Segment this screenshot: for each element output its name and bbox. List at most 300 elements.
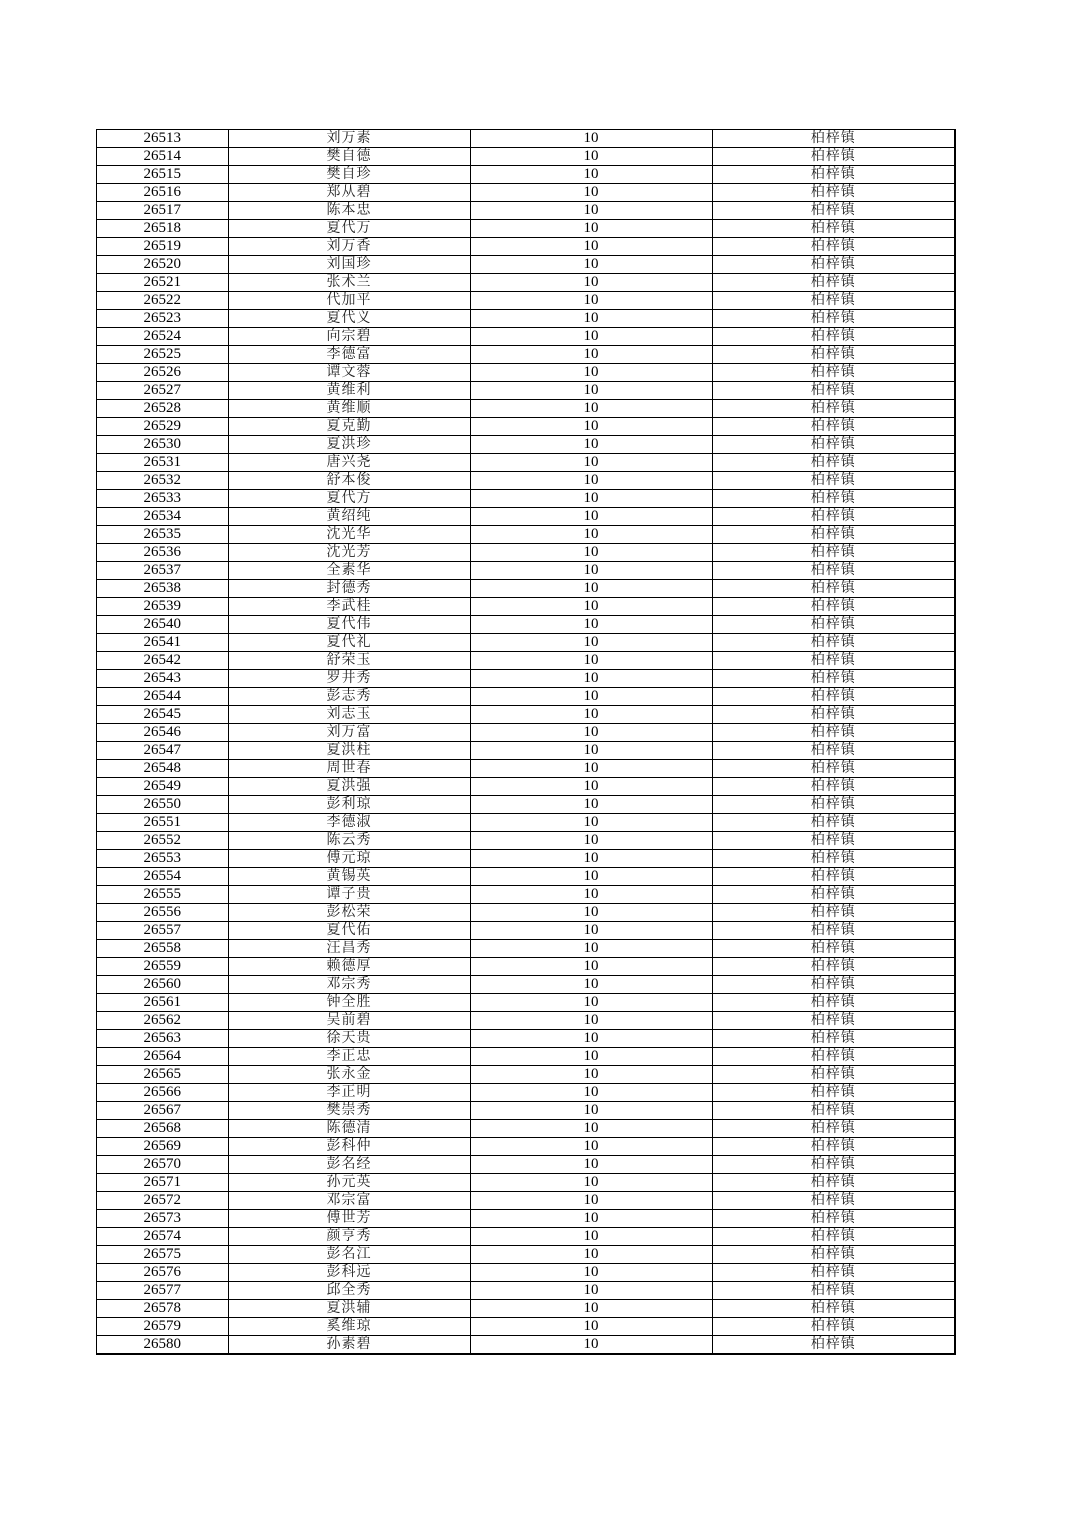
row-id-cell: 26557	[97, 922, 228, 940]
row-id-cell: 26522	[97, 292, 228, 310]
amount-cell: 10	[470, 652, 712, 670]
amount-cell: 10	[470, 1192, 712, 1210]
town-cell: 柏梓镇	[712, 994, 954, 1012]
row-id-cell: 26537	[97, 562, 228, 580]
person-name-cell: 吴前碧	[228, 1012, 470, 1030]
town-cell: 柏梓镇	[712, 850, 954, 868]
town-cell: 柏梓镇	[712, 796, 954, 814]
town-cell: 柏梓镇	[712, 148, 954, 166]
table-row	[97, 346, 954, 364]
table-row	[97, 994, 954, 1012]
amount-cell: 10	[470, 148, 712, 166]
town-cell: 柏梓镇	[712, 490, 954, 508]
person-name-cell: 钟全胜	[228, 994, 470, 1012]
amount-cell: 10	[470, 544, 712, 562]
table-row	[97, 958, 954, 976]
amount-cell: 10	[470, 1300, 712, 1318]
person-name-cell: 彭利琼	[228, 796, 470, 814]
town-cell: 柏梓镇	[712, 184, 954, 202]
town-cell: 柏梓镇	[712, 1210, 954, 1228]
table-row	[97, 1120, 954, 1138]
person-name-cell: 彭科远	[228, 1264, 470, 1282]
row-id-cell: 26576	[97, 1264, 228, 1282]
table-row	[97, 886, 954, 904]
amount-cell: 10	[470, 400, 712, 418]
town-cell: 柏梓镇	[712, 1300, 954, 1318]
amount-cell: 10	[470, 418, 712, 436]
person-name-cell: 夏代佑	[228, 922, 470, 940]
person-name-cell: 沈光华	[228, 526, 470, 544]
table-row	[97, 1300, 954, 1318]
amount-cell: 10	[470, 526, 712, 544]
row-id-cell: 26542	[97, 652, 228, 670]
town-cell: 柏梓镇	[712, 688, 954, 706]
person-name-cell: 李武桂	[228, 598, 470, 616]
person-name-cell: 舒荣玉	[228, 652, 470, 670]
amount-cell: 10	[470, 490, 712, 508]
amount-cell: 10	[470, 508, 712, 526]
amount-cell: 10	[470, 1048, 712, 1066]
town-cell: 柏梓镇	[712, 832, 954, 850]
town-cell: 柏梓镇	[712, 310, 954, 328]
amount-cell: 10	[470, 562, 712, 580]
row-id-cell: 26563	[97, 1030, 228, 1048]
table-row	[97, 706, 954, 724]
person-name-cell: 代加平	[228, 292, 470, 310]
row-id-cell: 26547	[97, 742, 228, 760]
amount-cell: 10	[470, 1030, 712, 1048]
table-row	[97, 220, 954, 238]
row-id-cell: 26562	[97, 1012, 228, 1030]
row-id-cell: 26556	[97, 904, 228, 922]
row-id-cell: 26551	[97, 814, 228, 832]
row-id-cell: 26519	[97, 238, 228, 256]
person-name-cell: 黄维顺	[228, 400, 470, 418]
row-id-cell: 26523	[97, 310, 228, 328]
person-name-cell: 李正明	[228, 1084, 470, 1102]
person-name-cell: 夏代礼	[228, 634, 470, 652]
town-cell: 柏梓镇	[712, 202, 954, 220]
person-name-cell: 向宗碧	[228, 328, 470, 346]
row-id-cell: 26525	[97, 346, 228, 364]
town-cell: 柏梓镇	[712, 292, 954, 310]
town-cell: 柏梓镇	[712, 886, 954, 904]
person-name-cell: 夏克勤	[228, 418, 470, 436]
table-row	[97, 778, 954, 796]
row-id-cell: 26559	[97, 958, 228, 976]
table-row	[97, 436, 954, 454]
amount-cell: 10	[470, 1156, 712, 1174]
table-row	[97, 544, 954, 562]
table-row	[97, 1048, 954, 1066]
amount-cell: 10	[470, 1228, 712, 1246]
amount-cell: 10	[470, 436, 712, 454]
person-name-cell: 黄维利	[228, 382, 470, 400]
row-id-cell: 26524	[97, 328, 228, 346]
town-cell: 柏梓镇	[712, 526, 954, 544]
person-name-cell: 彭科仲	[228, 1138, 470, 1156]
amount-cell: 10	[470, 346, 712, 364]
town-cell: 柏梓镇	[712, 346, 954, 364]
amount-cell: 10	[470, 1012, 712, 1030]
town-cell: 柏梓镇	[712, 130, 954, 148]
table-row	[97, 1030, 954, 1048]
table-row	[97, 238, 954, 256]
town-cell: 柏梓镇	[712, 616, 954, 634]
town-cell: 柏梓镇	[712, 166, 954, 184]
amount-cell: 10	[470, 382, 712, 400]
row-id-cell: 26579	[97, 1318, 228, 1336]
amount-cell: 10	[470, 940, 712, 958]
amount-cell: 10	[470, 472, 712, 490]
town-cell: 柏梓镇	[712, 1156, 954, 1174]
row-id-cell: 26569	[97, 1138, 228, 1156]
amount-cell: 10	[470, 706, 712, 724]
row-id-cell: 26573	[97, 1210, 228, 1228]
row-id-cell: 26552	[97, 832, 228, 850]
table-row	[97, 940, 954, 958]
person-name-cell: 彭名经	[228, 1156, 470, 1174]
town-cell: 柏梓镇	[712, 814, 954, 832]
table-row	[97, 1264, 954, 1282]
row-id-cell: 26578	[97, 1300, 228, 1318]
table-row	[97, 976, 954, 994]
person-name-cell: 周世春	[228, 760, 470, 778]
person-name-cell: 邱全秀	[228, 1282, 470, 1300]
table-row	[97, 922, 954, 940]
row-id-cell: 26572	[97, 1192, 228, 1210]
table-row	[97, 1102, 954, 1120]
amount-cell: 10	[470, 1138, 712, 1156]
town-cell: 柏梓镇	[712, 544, 954, 562]
amount-cell: 10	[470, 724, 712, 742]
amount-cell: 10	[470, 1174, 712, 1192]
person-name-cell: 黄锡英	[228, 868, 470, 886]
amount-cell: 10	[470, 832, 712, 850]
row-id-cell: 26567	[97, 1102, 228, 1120]
person-name-cell: 傅元琼	[228, 850, 470, 868]
row-id-cell: 26549	[97, 778, 228, 796]
amount-cell: 10	[470, 760, 712, 778]
person-name-cell: 陈本忠	[228, 202, 470, 220]
table-row	[97, 670, 954, 688]
row-id-cell: 26535	[97, 526, 228, 544]
row-id-cell: 26540	[97, 616, 228, 634]
town-cell: 柏梓镇	[712, 1138, 954, 1156]
row-id-cell: 26533	[97, 490, 228, 508]
town-cell: 柏梓镇	[712, 634, 954, 652]
town-cell: 柏梓镇	[712, 868, 954, 886]
person-name-cell: 夏洪珍	[228, 436, 470, 454]
row-id-cell: 26527	[97, 382, 228, 400]
row-id-cell: 26561	[97, 994, 228, 1012]
row-id-cell: 26517	[97, 202, 228, 220]
amount-cell: 10	[470, 922, 712, 940]
town-cell: 柏梓镇	[712, 274, 954, 292]
table-row	[97, 832, 954, 850]
table-row	[97, 580, 954, 598]
town-cell: 柏梓镇	[712, 760, 954, 778]
amount-cell: 10	[470, 364, 712, 382]
table-row	[97, 1336, 954, 1354]
person-name-cell: 李德富	[228, 346, 470, 364]
table-row	[97, 688, 954, 706]
town-cell: 柏梓镇	[810, 1336, 856, 1352]
amount-cell: 10	[470, 580, 712, 598]
table-row	[97, 724, 954, 742]
row-id-cell: 26536	[97, 544, 228, 562]
person-name-cell: 邓宗富	[228, 1192, 470, 1210]
amount-cell: 10	[470, 454, 712, 472]
table-row	[97, 598, 954, 616]
table-row	[97, 148, 954, 166]
person-name-cell: 樊自德	[228, 148, 470, 166]
row-id-cell: 26534	[97, 508, 228, 526]
amount-cell: 10	[470, 886, 712, 904]
table-row	[97, 526, 954, 544]
amount-cell: 10	[470, 796, 712, 814]
amount-cell: 10	[470, 850, 712, 868]
person-name-cell: 沈光芳	[228, 544, 470, 562]
person-name-cell: 张永金	[228, 1066, 470, 1084]
amount-cell: 10	[470, 1246, 712, 1264]
person-name-cell: 彭志秀	[228, 688, 470, 706]
row-id-cell: 26545	[97, 706, 228, 724]
row-id-cell: 26560	[97, 976, 228, 994]
table-row	[97, 1192, 954, 1210]
town-cell: 柏梓镇	[712, 382, 954, 400]
table-row	[97, 400, 954, 418]
amount-cell: 10	[470, 202, 712, 220]
row-id-cell: 26530	[97, 436, 228, 454]
town-cell: 柏梓镇	[712, 724, 954, 742]
table-row	[97, 472, 954, 490]
town-cell: 柏梓镇	[712, 778, 954, 796]
table-row	[97, 184, 954, 202]
row-id-cell: 26516	[97, 184, 228, 202]
town-cell: 柏梓镇	[712, 742, 954, 760]
amount-cell: 10	[470, 166, 712, 184]
town-cell: 柏梓镇	[712, 1264, 954, 1282]
amount-cell: 10	[470, 1336, 712, 1354]
table-row	[97, 310, 954, 328]
town-cell: 柏梓镇	[712, 364, 954, 382]
table-row	[97, 904, 954, 922]
amount-cell: 10	[470, 688, 712, 706]
table-row	[97, 256, 954, 274]
row-id-cell: 26515	[97, 166, 228, 184]
town-cell: 柏梓镇	[712, 1246, 954, 1264]
row-id-cell: 26555	[97, 886, 228, 904]
amount-cell: 10	[470, 184, 712, 202]
row-id-cell: 26568	[97, 1120, 228, 1138]
town-cell: 柏梓镇	[712, 1120, 954, 1138]
table-row	[97, 634, 954, 652]
person-name-cell: 孙元英	[228, 1174, 470, 1192]
person-name-cell: 陈云秀	[228, 832, 470, 850]
amount-cell: 10	[470, 220, 712, 238]
town-cell: 柏梓镇	[712, 1084, 954, 1102]
table-row	[97, 130, 954, 148]
person-name-cell: 黄绍纯	[228, 508, 470, 526]
amount-cell: 10	[470, 274, 712, 292]
row-id-cell: 26521	[97, 274, 228, 292]
row-id-cell: 26531	[97, 454, 228, 472]
table-row	[97, 1174, 954, 1192]
table-row	[97, 1246, 954, 1264]
amount-cell: 10	[470, 814, 712, 832]
table-row	[97, 760, 954, 778]
row-id-cell: 26541	[97, 634, 228, 652]
person-name-cell: 傅世芳	[228, 1210, 470, 1228]
table-row	[97, 1318, 954, 1336]
subsidy-table	[97, 130, 954, 1353]
amount-cell: 10	[470, 616, 712, 634]
town-cell: 柏梓镇	[712, 1048, 954, 1066]
table-row	[97, 328, 954, 346]
row-id-cell: 26565	[97, 1066, 228, 1084]
table-row	[97, 868, 954, 886]
amount-cell: 10	[470, 1066, 712, 1084]
row-id-cell: 26520	[97, 256, 228, 274]
table-row	[97, 1156, 954, 1174]
person-name-cell: 刘志玉	[228, 706, 470, 724]
town-cell: 柏梓镇	[712, 904, 954, 922]
table-row	[97, 1282, 954, 1300]
table-row	[97, 742, 954, 760]
person-name-cell: 罗井秀	[228, 670, 470, 688]
row-id-cell: 26546	[97, 724, 228, 742]
town-cell: 柏梓镇	[712, 220, 954, 238]
table-row	[97, 418, 954, 436]
town-cell: 柏梓镇	[712, 670, 954, 688]
row-id-cell: 26513	[97, 130, 228, 148]
table-body	[97, 130, 954, 1353]
amount-cell: 10	[470, 634, 712, 652]
person-name-cell: 樊自珍	[228, 166, 470, 184]
row-id-cell: 26514	[97, 148, 228, 166]
table-row	[97, 1012, 954, 1030]
table-row	[97, 796, 954, 814]
person-name-cell: 樊崇秀	[228, 1102, 470, 1120]
person-name-cell: 徐天贵	[228, 1030, 470, 1048]
row-id-cell: 26544	[97, 688, 228, 706]
table-row	[97, 1228, 954, 1246]
amount-cell: 10	[470, 328, 712, 346]
table-row	[97, 274, 954, 292]
row-id-cell: 26528	[97, 400, 228, 418]
person-name-cell: 夏代义	[228, 310, 470, 328]
row-id-cell: 26580	[97, 1336, 228, 1354]
person-name-cell: 刘万富	[228, 724, 470, 742]
amount-cell: 10	[470, 1084, 712, 1102]
row-id-cell: 26550	[97, 796, 228, 814]
row-id-cell: 26554	[97, 868, 228, 886]
table-row	[97, 1210, 954, 1228]
row-id-cell: 26558	[97, 940, 228, 958]
amount-cell: 10	[470, 1210, 712, 1228]
table-row	[97, 382, 954, 400]
amount-cell: 10	[470, 670, 712, 688]
town-cell: 柏梓镇	[712, 652, 954, 670]
amount-cell: 10	[470, 868, 712, 886]
person-name-cell: 汪昌秀	[228, 940, 470, 958]
amount-cell: 10	[470, 238, 712, 256]
table-row	[97, 652, 954, 670]
person-name-cell: 孙素碧	[228, 1336, 470, 1354]
row-id-cell: 26548	[97, 760, 228, 778]
amount-cell: 10	[470, 994, 712, 1012]
town-cell: 柏梓镇	[712, 1282, 954, 1300]
row-id-cell: 26529	[97, 418, 228, 436]
town-cell: 柏梓镇	[712, 1102, 954, 1120]
town-cell: 柏梓镇	[712, 454, 954, 472]
table-row	[97, 292, 954, 310]
person-name-cell: 陈德清	[228, 1120, 470, 1138]
town-cell: 柏梓镇	[712, 400, 954, 418]
person-name-cell: 李正忠	[228, 1048, 470, 1066]
amount-cell: 10	[470, 130, 712, 148]
person-name-cell: 夏代伟	[228, 616, 470, 634]
subsidy-list-sheet	[96, 129, 956, 1355]
row-id-cell: 26564	[97, 1048, 228, 1066]
person-name-cell: 全素华	[228, 562, 470, 580]
row-id-cell: 26571	[97, 1174, 228, 1192]
row-id-cell: 26518	[97, 220, 228, 238]
person-name-cell: 彭松荣	[228, 904, 470, 922]
table-row	[97, 490, 954, 508]
person-name-cell: 邓宗秀	[228, 976, 470, 994]
town-cell: 柏梓镇	[712, 706, 954, 724]
person-name-cell: 李德淑	[228, 814, 470, 832]
table-row	[97, 850, 954, 868]
town-cell: 柏梓镇	[712, 1030, 954, 1048]
town-cell: 柏梓镇	[712, 598, 954, 616]
amount-cell: 10	[470, 1318, 712, 1336]
row-id-cell: 26577	[97, 1282, 228, 1300]
person-name-cell: 谭子贵	[228, 886, 470, 904]
town-cell: 柏梓镇	[712, 238, 954, 256]
amount-cell: 10	[470, 976, 712, 994]
town-cell: 柏梓镇	[712, 1174, 954, 1192]
person-name-cell: 谭文蓉	[228, 364, 470, 382]
town-cell: 柏梓镇	[712, 1066, 954, 1084]
town-cell: 柏梓镇	[712, 1192, 954, 1210]
amount-cell: 10	[470, 256, 712, 274]
person-name-cell: 郑从碧	[228, 184, 470, 202]
person-name-cell: 刘万素	[228, 130, 470, 148]
person-name-cell: 赖德厚	[228, 958, 470, 976]
person-name-cell: 夏洪柱	[228, 742, 470, 760]
row-id-cell: 26538	[97, 580, 228, 598]
row-id-cell: 26526	[97, 364, 228, 382]
amount-cell: 10	[470, 598, 712, 616]
town-cell: 柏梓镇	[712, 976, 954, 994]
town-cell: 柏梓镇	[712, 940, 954, 958]
person-name-cell: 夏洪辅	[228, 1300, 470, 1318]
table-row	[97, 814, 954, 832]
amount-cell: 10	[470, 292, 712, 310]
person-name-cell: 刘万香	[228, 238, 470, 256]
town-cell: 柏梓镇	[712, 1012, 954, 1030]
table-row	[97, 454, 954, 472]
town-cell: 柏梓镇	[712, 1318, 954, 1336]
town-cell: 柏梓镇	[712, 256, 954, 274]
town-cell: 柏梓镇	[712, 1228, 954, 1246]
amount-cell: 10	[470, 778, 712, 796]
town-cell: 柏梓镇	[712, 922, 954, 940]
table-row	[97, 508, 954, 526]
